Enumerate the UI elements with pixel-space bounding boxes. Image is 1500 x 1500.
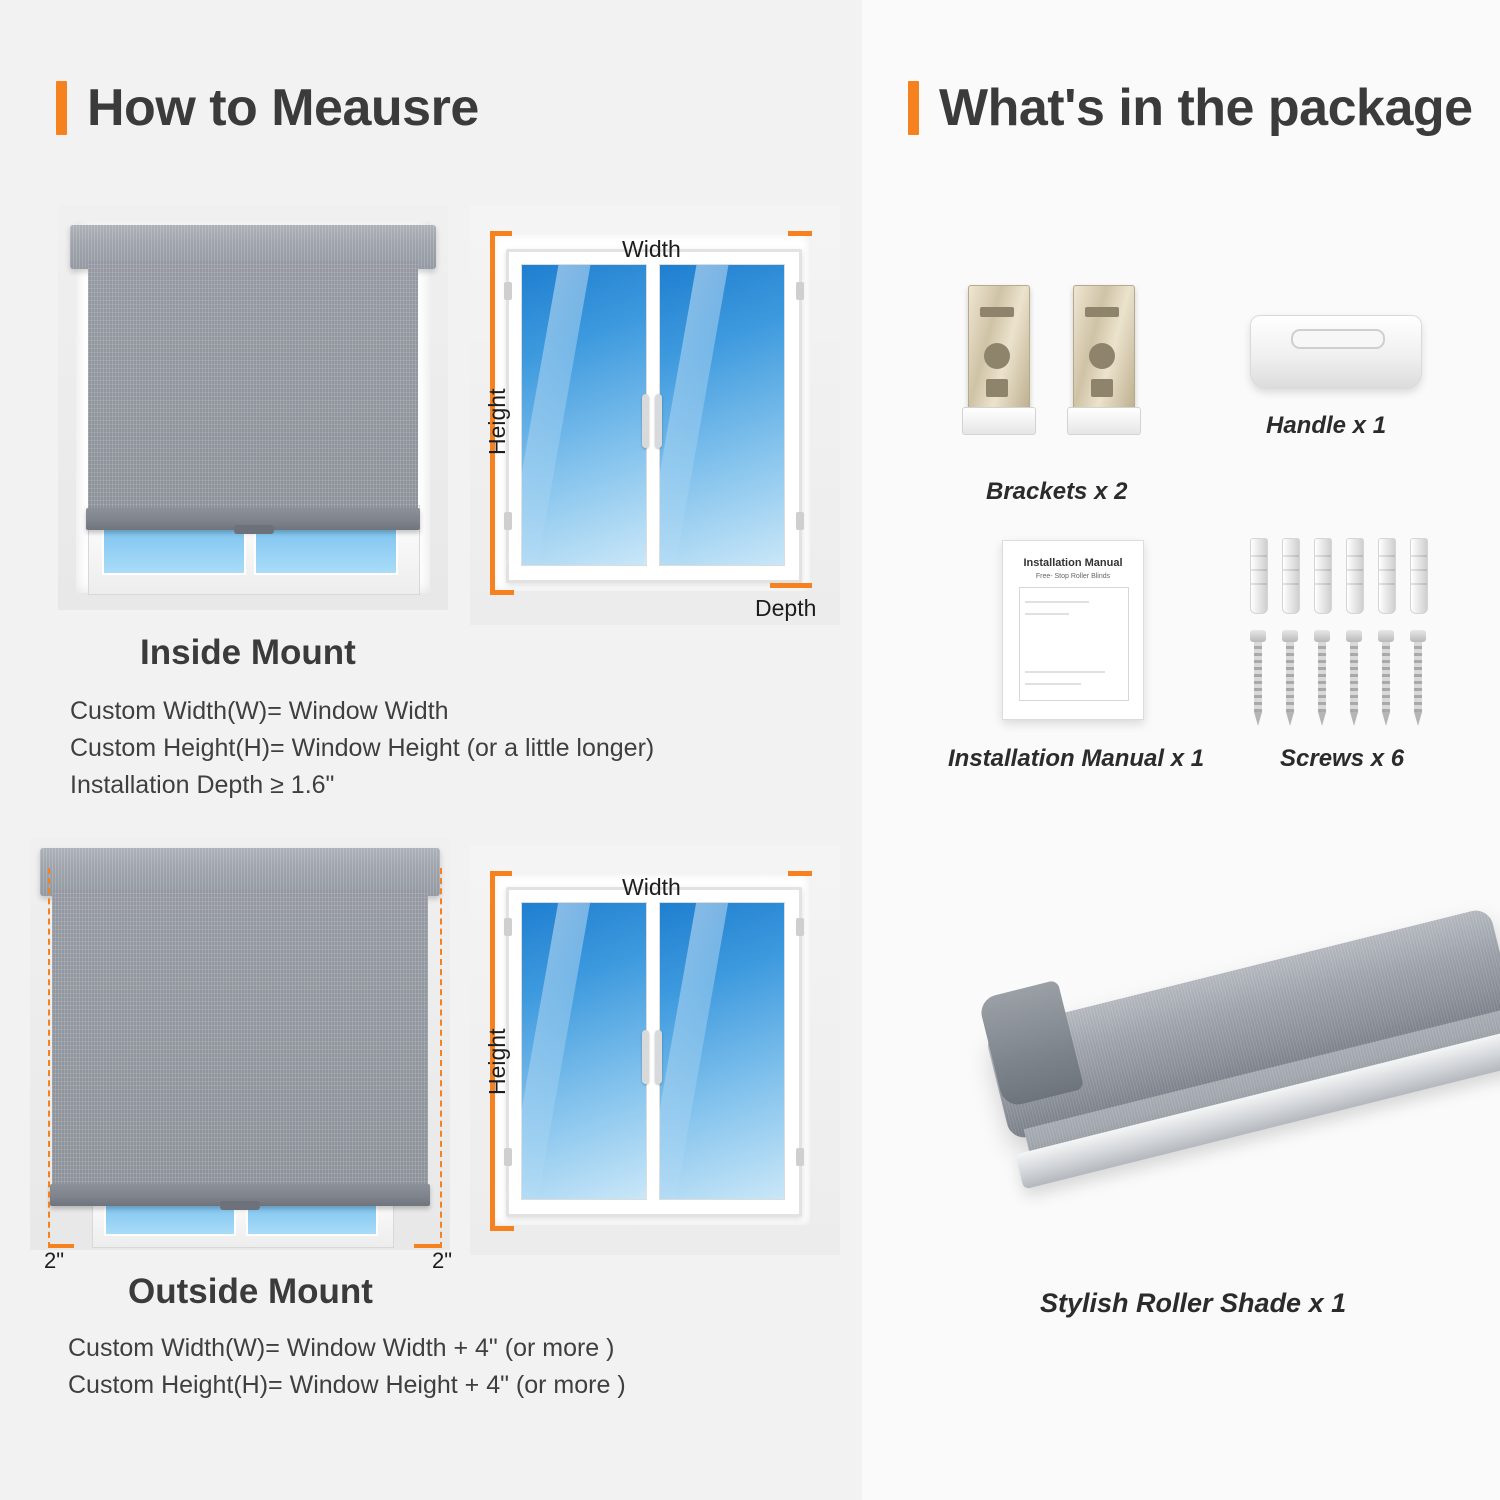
inside-mount-dimension-diagram: [470, 205, 840, 625]
bracket-slot-c2: [1091, 379, 1113, 397]
inside-spec-2: Custom Height(H)= Window Height (or a little longer): [70, 734, 655, 762]
outside-spec-1: Custom Width(W)= Window Width + 4" (or more ): [68, 1334, 615, 1362]
diagram-glass-left-outside: [521, 902, 647, 1200]
wall-anchor-2: [1282, 538, 1300, 614]
bracket-part-1: [962, 285, 1034, 435]
wall-anchor-4: [1346, 538, 1364, 614]
inside-width-label: Width: [622, 236, 681, 262]
diagram-hinge-bottom-right-outside: [796, 1148, 804, 1166]
how-to-measure-heading: [56, 78, 479, 138]
roller-shade-label: Stylish Roller Shade x 1: [1040, 1288, 1347, 1318]
roller-shade-product: [872, 880, 1500, 1300]
screw-6: [1410, 630, 1426, 726]
diagram-handle-right-outside: [655, 1030, 662, 1084]
bracket-slot-a1: [980, 307, 1014, 317]
window-pane-right: [254, 523, 398, 575]
measure-guide-depth: [770, 583, 812, 588]
diagram-hinge-bottom-right: [796, 512, 804, 530]
overhang-dash-right: [440, 868, 442, 1248]
screw-1: [1250, 630, 1266, 726]
how-to-measure-title: How to Meausre: [87, 79, 479, 137]
diagram-hinge-bottom-left: [504, 512, 512, 530]
measure-guide-top-right-outside: [788, 871, 812, 876]
screw-2: [1282, 630, 1298, 726]
manual-line-1: [1025, 601, 1089, 603]
diagram-hinge-top-left-outside: [504, 918, 512, 936]
outside-mount-photo: [30, 838, 450, 1250]
bracket-foot-1: [962, 407, 1036, 435]
diagram-glass-left: [521, 264, 647, 566]
shade-pull-tab: [234, 525, 274, 534]
handle-label: Handle x 1: [1266, 412, 1387, 439]
diagram-glass-right: [659, 264, 785, 566]
screw-3: [1314, 630, 1330, 726]
diagram-hinge-top-right-outside: [796, 918, 804, 936]
manual-line-4: [1025, 683, 1081, 685]
measure-guide-top-left: [490, 231, 512, 236]
outside-shade-fabric: [52, 890, 428, 1190]
outside-shade-pull-tab: [220, 1201, 260, 1210]
diagram-hinge-bottom-left-outside: [504, 1148, 512, 1166]
diagram-window-frame: [506, 249, 802, 583]
outside-mount-title: Outside Mount: [128, 1272, 373, 1311]
manual-line-2: [1025, 613, 1069, 615]
inside-spec-3: Installation Depth ≥ 1.6": [70, 771, 335, 799]
manual-line-3: [1025, 671, 1105, 673]
inside-mount-photo: [58, 205, 448, 610]
diagram-handle-right: [655, 394, 662, 448]
overhang-left-label: 2": [44, 1248, 65, 1273]
package-heading: [908, 78, 1473, 138]
inside-spec-1: Custom Width(W)= Window Width: [70, 697, 449, 725]
bracket-slot-b1: [984, 343, 1010, 369]
handle-grip: [1291, 329, 1385, 349]
diagram-hinge-top-right: [796, 282, 804, 300]
screws-label: Screws x 6: [1280, 745, 1405, 772]
bracket-foot-2: [1067, 407, 1141, 435]
inside-height-label: Height: [484, 388, 510, 455]
window-pane-left: [102, 523, 246, 575]
inside-mount-title: Inside Mount: [140, 633, 356, 672]
accent-bar-icon-2: [908, 81, 919, 135]
bracket-slot-c1: [986, 379, 1008, 397]
manual-title: Installation Manual: [1023, 557, 1123, 569]
diagram-window-frame-outside: [506, 887, 802, 1217]
wall-anchor-1: [1250, 538, 1268, 614]
measure-guide-top-left-outside: [490, 871, 512, 876]
bracket-slot-b2: [1089, 343, 1115, 369]
outside-mount-dimension-diagram: [470, 845, 840, 1255]
overhang-right-label: 2": [432, 1248, 453, 1273]
right-panel: [862, 0, 1500, 1500]
outside-shade-valance: [40, 848, 440, 896]
measure-guide-bottom-left: [490, 590, 514, 595]
manual-subtitle: Free- Stop Roller Blinds: [1035, 573, 1111, 580]
outside-width-label: Width: [622, 874, 681, 900]
wall-anchor-5: [1378, 538, 1396, 614]
wall-anchor-3: [1314, 538, 1332, 614]
accent-bar-icon: [56, 81, 67, 135]
measure-guide-top-right: [788, 231, 812, 236]
outside-spec-2: Custom Height(H)= Window Height + 4" (or more ): [68, 1371, 626, 1399]
inside-depth-label: Depth: [755, 595, 817, 621]
screw-5: [1378, 630, 1394, 726]
handle-part: [1250, 315, 1422, 389]
shade-fabric: [88, 261, 418, 513]
roller-shade-endcap: [978, 980, 1085, 1109]
screw-4: [1346, 630, 1362, 726]
measure-guide-bottom-left-outside: [490, 1226, 514, 1231]
overhang-dash-left: [48, 868, 50, 1248]
brackets-label: Brackets x 2: [986, 478, 1128, 505]
diagram-handle-left: [642, 394, 649, 448]
wall-anchor-6: [1410, 538, 1428, 614]
diagram-handle-left-outside: [642, 1030, 649, 1084]
bracket-part-2: [1067, 285, 1139, 435]
diagram-hinge-top-left: [504, 282, 512, 300]
diagram-glass-right-outside: [659, 902, 785, 1200]
installation-manual-part: [1002, 540, 1144, 720]
manual-label: Installation Manual x 1: [948, 745, 1205, 772]
outside-height-label: Height: [484, 1028, 510, 1095]
package-title: What's in the package: [939, 79, 1473, 137]
bracket-slot-a2: [1085, 307, 1119, 317]
